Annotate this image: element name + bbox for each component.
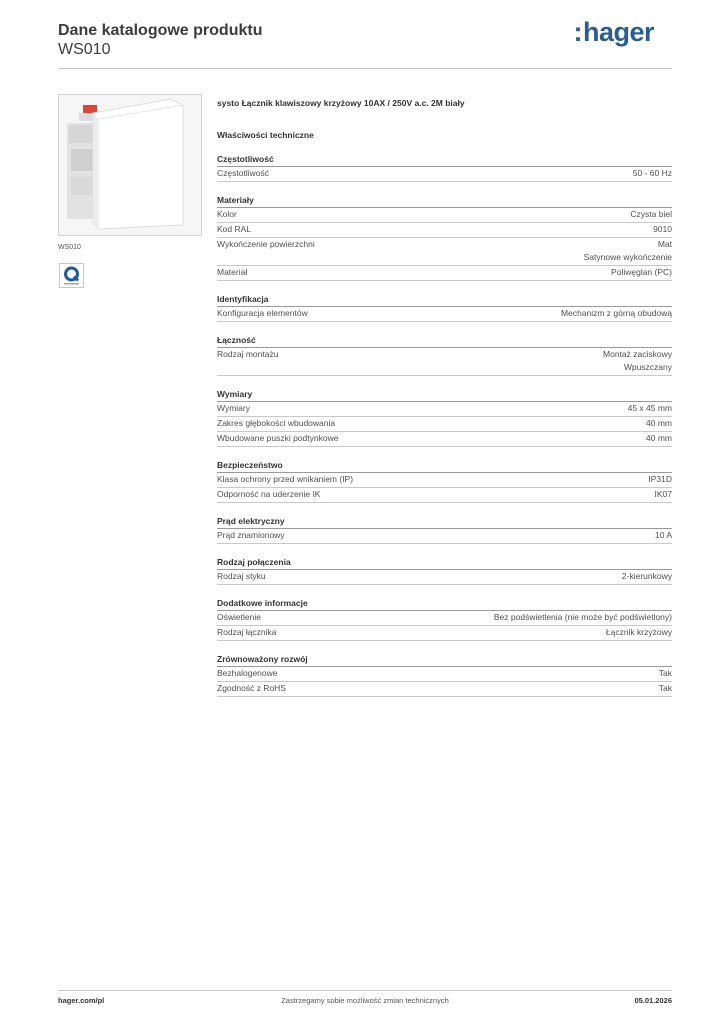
spec-row: [217, 208, 672, 223]
spec-row: [217, 266, 672, 281]
product-name: systo Łącznik klawiszowy krzyżowy 10AX / 250V a.c. 2M biały: [217, 98, 465, 108]
spec-value-line: 45 x 45 mm: [627, 403, 672, 413]
product-code: WS010: [58, 41, 111, 58]
spec-group-title: Zrównoważony rozwój: [217, 653, 672, 667]
spec-value: [659, 682, 672, 695]
spec-group: [217, 194, 672, 281]
spec-value-line: Łącznik krzyżowy: [605, 627, 672, 637]
spec-label: Zakres głębokości wbudowania: [217, 418, 336, 428]
spec-group-title: Wymiary: [217, 388, 672, 402]
spec-value-line: 40 mm: [646, 418, 672, 428]
spec-value-line: Tak: [658, 683, 672, 693]
spec-row: [217, 223, 672, 238]
spec-label: Oświetlenie: [217, 612, 261, 622]
spec-label: Wykończenie powierzchni: [217, 239, 315, 249]
spec-value-line: Tak: [658, 668, 672, 678]
spec-label: Klasa ochrony przed wnikaniem (IP): [217, 474, 354, 484]
footer-date: 05.01.2026: [634, 996, 672, 1005]
spec-value: [648, 473, 672, 486]
spec-label: Zgodność z RoHS: [217, 683, 286, 693]
spec-label: Wbudowane puszki podtynkowe: [217, 433, 339, 443]
spec-label: Bezhalogenowe: [217, 668, 278, 678]
spec-group-title: Prąd elektryczny: [217, 515, 672, 529]
spec-value: [646, 417, 672, 430]
logo-text: hager: [582, 17, 654, 47]
spec-group: [217, 153, 672, 182]
spec-value: [603, 348, 672, 374]
spec-label: Prąd znamionowy: [217, 530, 285, 540]
quality-badge-icon: [59, 263, 84, 288]
spec-row: [217, 167, 672, 182]
footer-website: hager.com/pl: [58, 996, 105, 1005]
specification-panel: [217, 96, 672, 697]
spec-group: [217, 459, 672, 503]
spec-row: [217, 402, 672, 417]
spec-group: [217, 515, 672, 544]
spec-label: Kod RAL: [217, 224, 252, 234]
spec-row: [217, 238, 672, 266]
spec-value-line: Mechanizm z górną obudową: [560, 308, 672, 318]
spec-label: Odporność na uderzenie IK: [217, 489, 321, 499]
spec-group: [217, 556, 672, 585]
image-caption: WS010: [58, 244, 81, 251]
spec-value-line: IP31D: [648, 474, 672, 484]
spec-label: Materiał: [217, 267, 248, 277]
header-divider: [58, 68, 672, 69]
spec-value: [646, 432, 672, 445]
spec-label: Konfiguracja elementów: [217, 308, 308, 318]
footer-divider: [58, 990, 672, 991]
spec-value-line: 40 mm: [646, 433, 672, 443]
spec-group: [217, 334, 672, 376]
spec-value-line: 50 - 60 Hz: [632, 168, 672, 178]
spec-value: [622, 570, 672, 583]
spec-groups: [217, 153, 672, 697]
spec-value: [584, 238, 672, 264]
spec-value: [630, 208, 672, 221]
spec-value: [653, 223, 672, 236]
spec-value: [494, 611, 672, 624]
spec-value-line: Mat: [657, 239, 672, 249]
spec-group-title: Bezpieczeństwo: [217, 459, 672, 473]
spec-group: [217, 293, 672, 322]
spec-label: Wymiary: [217, 403, 250, 413]
spec-value: [561, 307, 672, 320]
spec-group-title: Identyfikacja: [217, 293, 672, 307]
spec-value-line: 9010: [653, 224, 672, 234]
spec-row: [217, 473, 672, 488]
spec-value-line: Satynowe wykończenie: [583, 252, 672, 262]
spec-value-line: Wpuszczany: [623, 362, 672, 372]
footer-note: Zastrzegamy sobie możliwość zmian technicznych: [281, 996, 449, 1005]
spec-label: Rodzaj łącznika: [217, 627, 277, 637]
spec-label: Częstotliwość: [217, 168, 269, 178]
spec-group: [217, 388, 672, 447]
spec-group-title: Łączność: [217, 334, 672, 348]
spec-row: [217, 682, 672, 697]
spec-value-line: Montaż zaciskowy: [603, 349, 672, 359]
spec-group: [217, 653, 672, 697]
spec-value: [655, 488, 673, 501]
spec-value-line: Bez podświetlenia (nie może być podświetlony): [493, 612, 672, 622]
spec-value: [628, 402, 672, 415]
spec-row: [217, 626, 672, 641]
spec-group: [217, 597, 672, 641]
spec-label: Rodzaj montażu: [217, 349, 279, 359]
spec-row: [217, 570, 672, 585]
product-image: [58, 94, 202, 236]
spec-label: Kolor: [217, 209, 237, 219]
spec-value: [611, 266, 672, 279]
document-header: [58, 22, 262, 60]
spec-row: [217, 488, 672, 503]
spec-row: [217, 348, 672, 376]
document-title: Dane katalogowe produktu: [58, 22, 263, 39]
spec-row: [217, 667, 672, 682]
spec-value: [633, 167, 672, 180]
spec-row: [217, 432, 672, 447]
spec-value-line: Poliwęglan (PC): [611, 267, 672, 277]
spec-label: Rodzaj styku: [217, 571, 266, 581]
spec-group-title: Materiały: [217, 194, 672, 208]
spec-group-title: Częstotliwość: [217, 153, 672, 167]
spec-group-title: Rodzaj połączenia: [217, 556, 672, 570]
section-title: Właściwości techniczne: [217, 130, 314, 140]
switch-illustration-icon: [59, 95, 201, 235]
spec-value-line: 10 A: [654, 530, 672, 540]
spec-value-line: IK07: [654, 489, 672, 499]
spec-value: [659, 667, 672, 680]
spec-row: [217, 529, 672, 544]
spec-group-title: Dodatkowe informacje: [217, 597, 672, 611]
hager-logo: :hager: [573, 17, 654, 47]
spec-row: [217, 307, 672, 322]
spec-row: [217, 417, 672, 432]
spec-value: [606, 626, 672, 639]
spec-row: [217, 611, 672, 626]
spec-value-line: Czysta biel: [630, 209, 672, 219]
spec-value-line: 2-kierunkowy: [621, 571, 672, 581]
spec-value: [655, 529, 672, 542]
